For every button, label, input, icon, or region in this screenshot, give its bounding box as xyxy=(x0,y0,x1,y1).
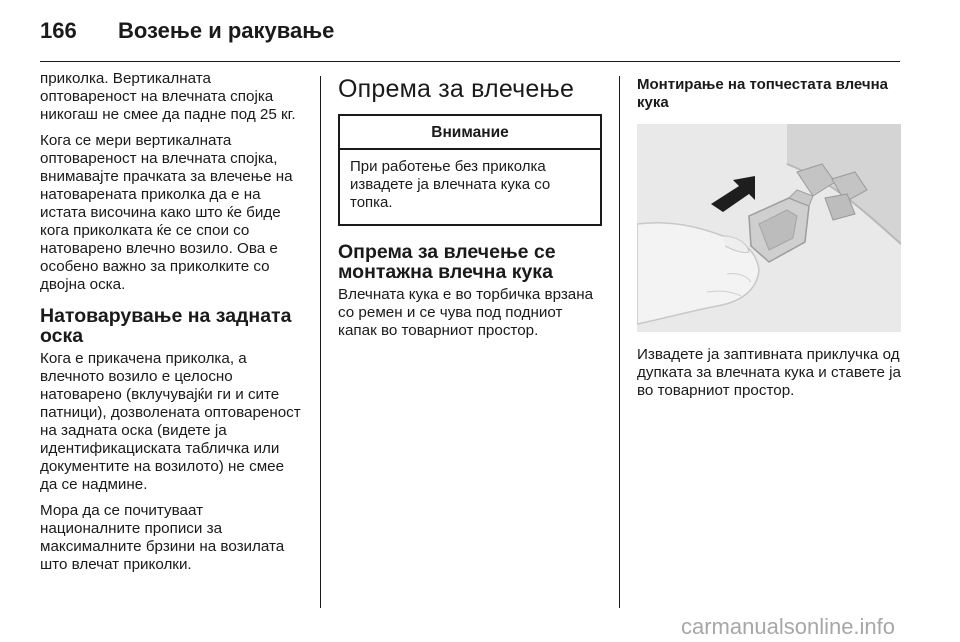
site-watermark: carmanualsonline.info xyxy=(681,614,896,639)
paragraph-axle-load: Кога е прикачена приколка, а влечното возило е целосно натоварено (вклучувајќи ги и сите патници), дозволената оптовареност на задната оска (видете ја идентификациската табличка или документите на возилото) не смее да се надмине. xyxy=(40,350,301,493)
warning-text: При работење без приколка извадете ја влечната кука со топка. xyxy=(350,158,551,211)
column-divider-left xyxy=(320,76,321,608)
page-title: Возење и ракување xyxy=(118,18,335,43)
right-column xyxy=(637,76,901,408)
warning-title: Внимание xyxy=(340,116,600,150)
heading-detachable-hook: Опрема за влечење се монтажна влечна кука xyxy=(338,241,556,283)
paragraph-coupling-load: приколка. Вертикалната оптовареност на влечната спојка никогаш не смее да падне под 25 кг. xyxy=(40,70,296,123)
warning-box xyxy=(338,114,602,226)
paragraph-measure-load: Кога се мери вертикалната оптовареност на влечната спојка, внимавајте прачката за влечење на натоварената приколка да е на истата височина како што ќе биде кога приколката ќе се спои со натоварено влечно возило. Ова е особено важно за приколките со двојна оска. xyxy=(40,132,293,293)
middle-column xyxy=(338,70,602,348)
heading-towing-equipment: Опрема за влечење xyxy=(338,75,575,103)
header-divider xyxy=(40,61,900,62)
heading-mount-ball-hook: Монтирање на топчестата влечна кука xyxy=(637,76,889,111)
heading-rear-axle: Натоварување на задната оска xyxy=(40,305,292,347)
column-divider-right xyxy=(619,76,620,608)
paragraph-speed-rules: Мора да се почитуваат националните прописи за максималните брзини на возилата што влечат приколки. xyxy=(40,502,285,573)
left-column xyxy=(40,70,302,582)
paragraph-hook-storage: Влечната кука е во торбичка врзана со ремен и се чува под подниот капак во товарниот простор. xyxy=(338,286,594,339)
plug-removal-drawing xyxy=(637,124,901,332)
page-number: 166 xyxy=(40,18,77,43)
illustration-plug-removal xyxy=(637,124,901,332)
figure-caption: Извадете ја заптивната приклучка од дупката за влечната кука и ставете ја во товарниот простор. xyxy=(637,346,901,399)
